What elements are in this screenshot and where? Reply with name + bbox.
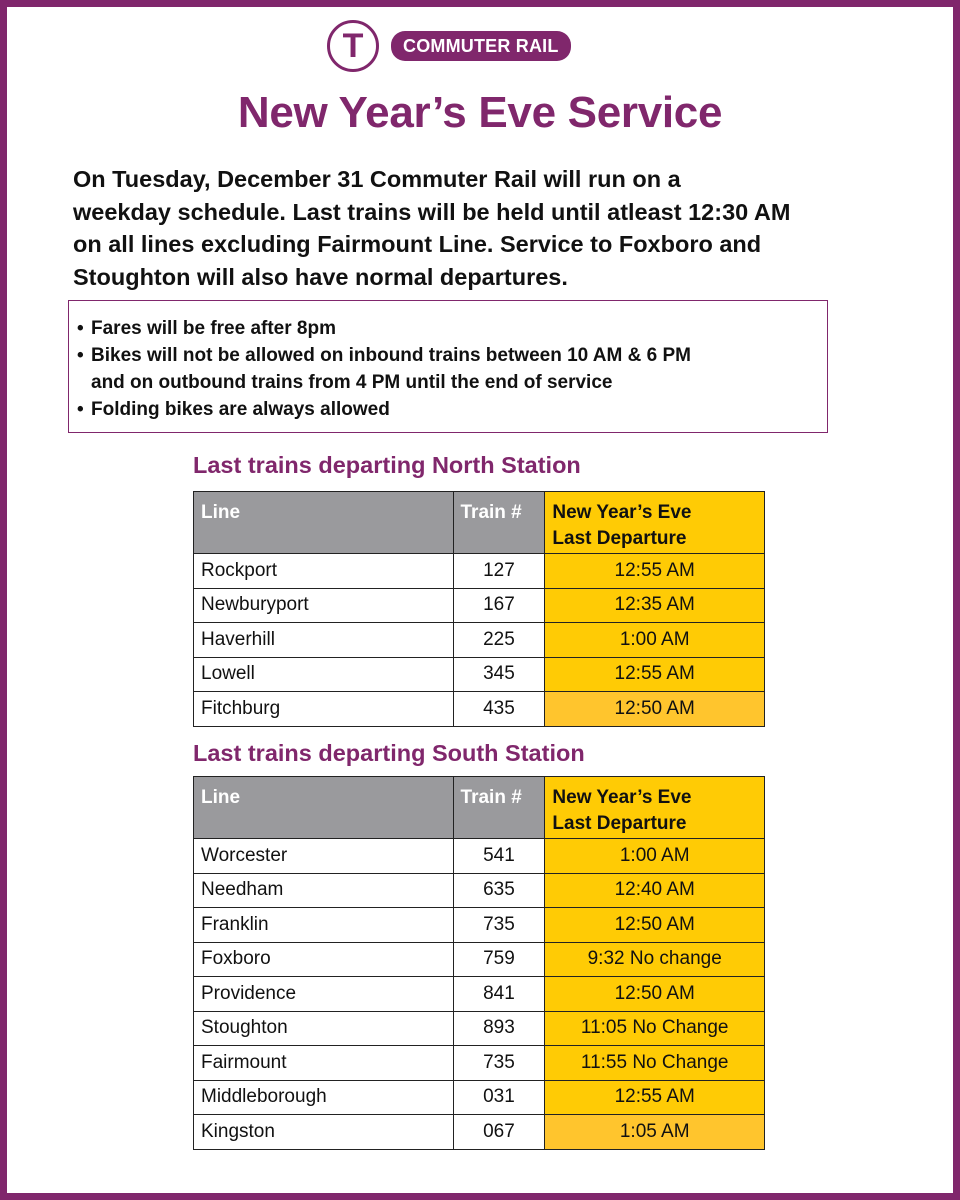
- line-name-cell: Foxboro: [194, 942, 454, 977]
- train-number-cell: 067: [453, 1115, 545, 1150]
- train-number-cell: 225: [453, 623, 545, 658]
- note-item: • Bikes will not be allowed on inbound trains between 10 AM & 6 PM: [77, 342, 819, 369]
- line-name-cell: Franklin: [194, 908, 454, 943]
- table-row: [194, 1046, 765, 1081]
- train-number-cell: 127: [453, 554, 545, 589]
- table-row: [194, 839, 765, 874]
- note-item: • Folding bikes are always allowed: [77, 396, 819, 423]
- line-name-cell: Newburyport: [194, 588, 454, 623]
- note-item-continuation: and on outbound trains from 4 PM until the end of service: [91, 372, 613, 393]
- last-departure-cell: 12:50 AM: [545, 908, 765, 943]
- bullet-icon: •: [77, 318, 84, 339]
- bullet-icon: •: [77, 345, 84, 366]
- train-number-cell: 841: [453, 977, 545, 1012]
- line-name-cell: Kingston: [194, 1115, 454, 1150]
- last-departure-cell: 12:55 AM: [545, 554, 765, 589]
- t-logo-icon: T: [327, 20, 379, 72]
- intro-line: On Tuesday, December 31 Commuter Rail will run on a: [73, 166, 681, 192]
- last-departure-cell: 12:55 AM: [545, 657, 765, 692]
- table-row: [194, 657, 765, 692]
- line-name-cell: Providence: [194, 977, 454, 1012]
- train-number-cell: 893: [453, 1011, 545, 1046]
- train-number-cell: 735: [453, 1046, 545, 1081]
- table-row: [194, 942, 765, 977]
- table-row: [194, 908, 765, 943]
- table-header-row: [194, 777, 765, 839]
- last-departure-cell: 1:00 AM: [545, 623, 765, 658]
- table-row: [194, 1011, 765, 1046]
- north-station-heading: Last trains departing North Station: [193, 452, 581, 478]
- mbta-commuter-rail-logo: [327, 20, 571, 72]
- last-departure-cell: 9:32 No change: [545, 942, 765, 977]
- column-header-train: Train #: [453, 492, 545, 554]
- table-header-row: [194, 492, 765, 554]
- column-header-last-departure: New Year’s Eve Last Departure: [545, 492, 765, 554]
- intro-paragraph: [73, 163, 903, 293]
- train-number-cell: 167: [453, 588, 545, 623]
- last-departure-cell: 11:05 No Change: [545, 1011, 765, 1046]
- train-number-cell: 435: [453, 692, 545, 727]
- notes-box: [68, 300, 828, 433]
- last-departure-cell: 12:35 AM: [545, 588, 765, 623]
- line-name-cell: Fairmount: [194, 1046, 454, 1081]
- intro-line: Stoughton will also have normal departures.: [73, 263, 568, 290]
- table-row: [194, 873, 765, 908]
- last-departure-cell: 12:55 AM: [545, 1080, 765, 1115]
- last-departure-cell: 1:05 AM: [545, 1115, 765, 1150]
- north-station-table: [193, 491, 765, 727]
- commuter-rail-label: COMMUTER RAIL: [391, 31, 571, 61]
- table-row: [194, 588, 765, 623]
- table-row: [194, 554, 765, 589]
- south-station-table: [193, 776, 765, 1150]
- note-item: • Fares will be free after 8pm: [77, 315, 819, 342]
- table-row: [194, 977, 765, 1012]
- train-number-cell: 541: [453, 839, 545, 874]
- column-header-last-departure: New Year’s Eve Last Departure: [545, 777, 765, 839]
- column-header-line: Line: [194, 492, 454, 554]
- table-row: [194, 623, 765, 658]
- last-departure-cell: 12:50 AM: [545, 977, 765, 1012]
- line-name-cell: Fitchburg: [194, 692, 454, 727]
- table-row: [194, 1080, 765, 1115]
- train-number-cell: 031: [453, 1080, 545, 1115]
- table-row: [194, 692, 765, 727]
- table-row: [194, 1115, 765, 1150]
- line-name-cell: Rockport: [194, 554, 454, 589]
- train-number-cell: 345: [453, 657, 545, 692]
- line-name-cell: Needham: [194, 873, 454, 908]
- train-number-cell: 735: [453, 908, 545, 943]
- south-station-heading: Last trains departing South Station: [193, 740, 585, 766]
- last-departure-cell: 12:50 AM: [545, 692, 765, 727]
- page-title: New Year’s Eve Service: [237, 88, 723, 137]
- intro-line: weekday schedule. Last trains will be held until atleast 12:30 AM: [73, 198, 791, 225]
- line-name-cell: Haverhill: [194, 623, 454, 658]
- train-number-cell: 635: [453, 873, 545, 908]
- line-name-cell: Middleborough: [194, 1080, 454, 1115]
- line-name-cell: Worcester: [194, 839, 454, 874]
- column-header-line: Line: [194, 777, 454, 839]
- last-departure-cell: 11:55 No Change: [545, 1046, 765, 1081]
- line-name-cell: Lowell: [194, 657, 454, 692]
- train-number-cell: 759: [453, 942, 545, 977]
- line-name-cell: Stoughton: [194, 1011, 454, 1046]
- intro-line: on all lines excluding Fairmount Line. Service to Foxboro and: [73, 231, 762, 257]
- last-departure-cell: 12:40 AM: [545, 873, 765, 908]
- last-departure-cell: 1:00 AM: [545, 839, 765, 874]
- column-header-train: Train #: [453, 777, 545, 839]
- bullet-icon: •: [77, 399, 84, 420]
